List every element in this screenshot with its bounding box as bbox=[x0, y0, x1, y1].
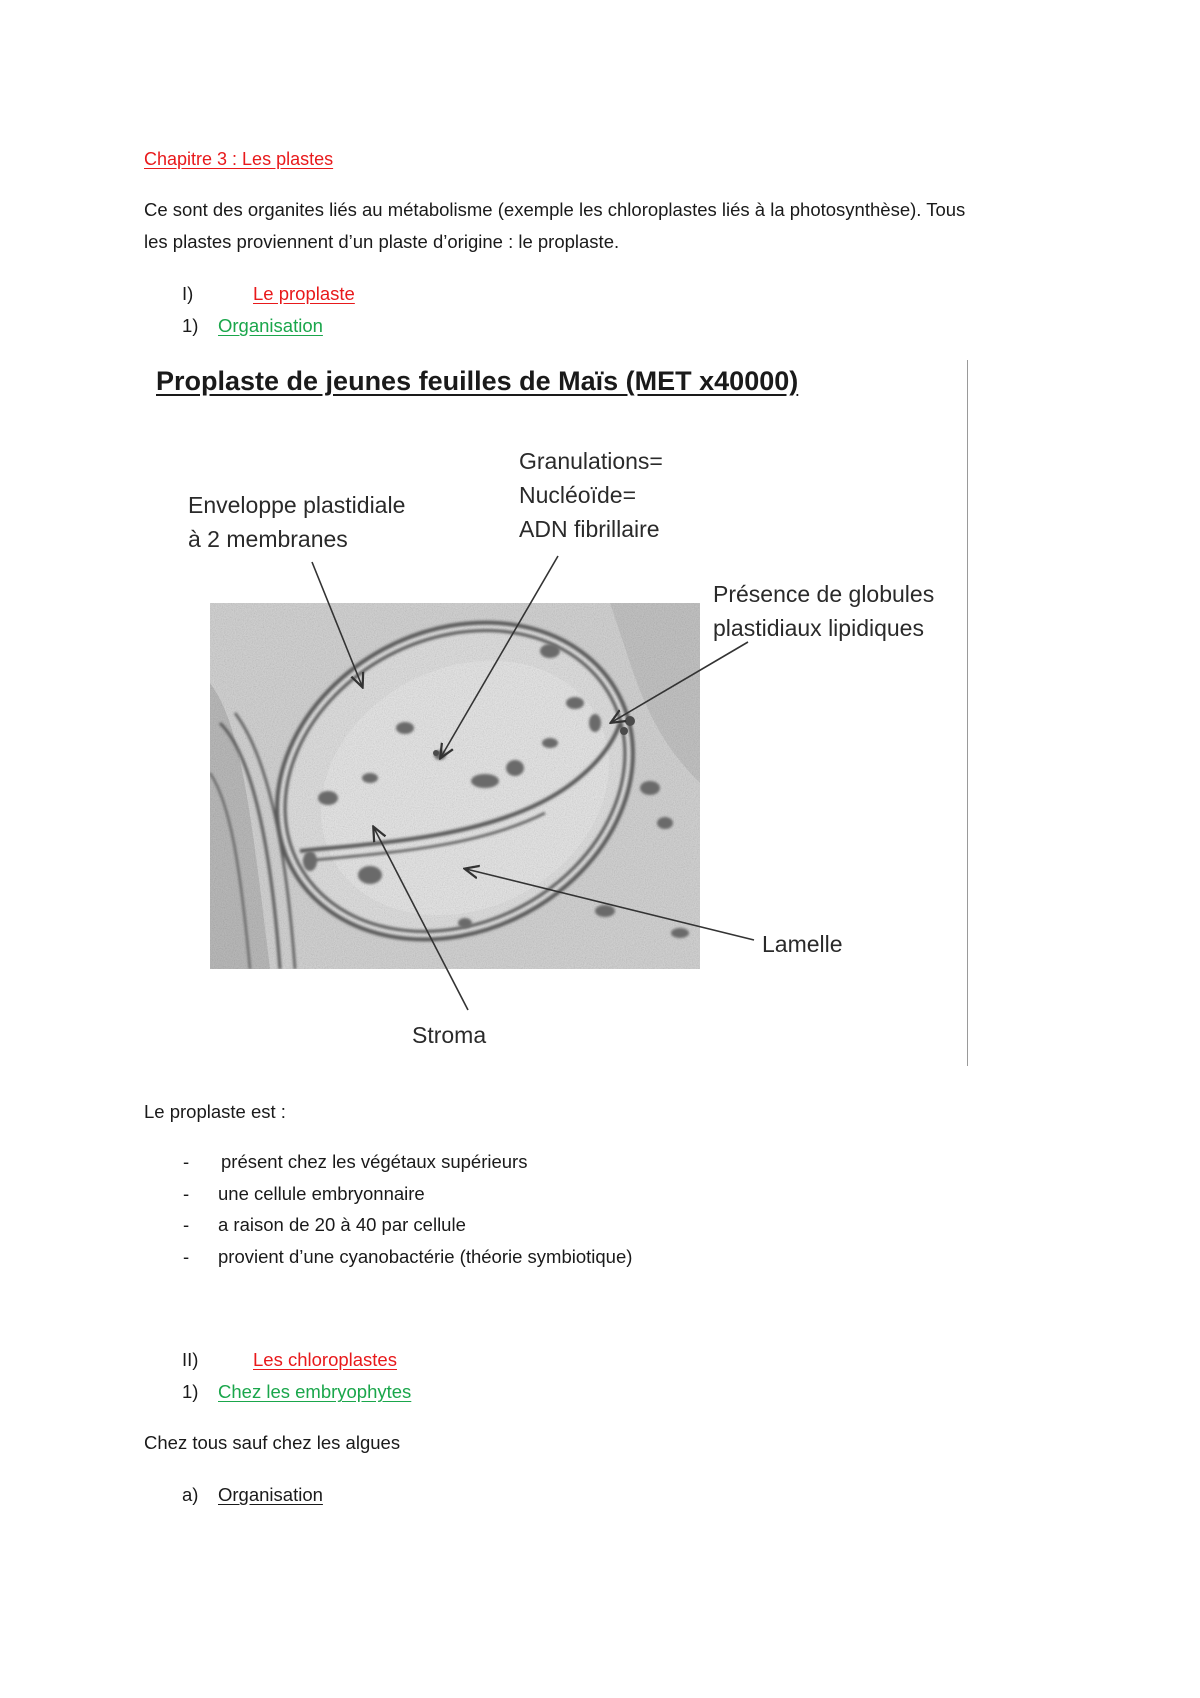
bullet-marker-4: - bbox=[183, 1246, 190, 1267]
bullet-marker-1: - bbox=[183, 1151, 190, 1172]
arrow-lamelle bbox=[466, 869, 754, 940]
bullet-item-4: provient d’une cyanobactérie (théorie symbiotique) bbox=[218, 1246, 633, 1267]
intro-line-1: Ce sont des organites liés au métabolisme (exemple les chloroplastes liés à la photosynthèse). Tous bbox=[144, 199, 966, 220]
label-lamelle: Lamelle bbox=[762, 931, 843, 957]
section-2-title: Les chloroplastes bbox=[253, 1349, 397, 1370]
sub-2a-number: a) bbox=[182, 1484, 199, 1505]
section-2-number: II) bbox=[182, 1349, 199, 1370]
intro-line-2: les plastes proviennent d’un plaste d’origine : le proplaste. bbox=[144, 231, 620, 252]
figure-title: Proplaste de jeunes feuilles de Maïs (MET x40000) bbox=[156, 366, 799, 396]
label-enveloppe-line-2: à 2 membranes bbox=[188, 526, 348, 552]
chez-tous-text: Chez tous sauf chez les algues bbox=[144, 1432, 401, 1453]
label-globules-line-1: Présence de globules bbox=[713, 581, 935, 607]
label-granulations-line-2: Nucléoïde= bbox=[519, 482, 636, 508]
bullet-item-1: présent chez les végétaux supérieurs bbox=[221, 1151, 528, 1172]
bullet-item-3: a raison de 20 à 40 par cellule bbox=[218, 1214, 466, 1235]
arrow-globules bbox=[612, 642, 748, 722]
sub-1-number: 1) bbox=[182, 315, 199, 336]
chapter-title: Chapitre 3 : Les plastes bbox=[144, 149, 334, 169]
label-enveloppe-line-1: Enveloppe plastidiale bbox=[188, 492, 406, 518]
bullet-marker-3: - bbox=[183, 1214, 190, 1235]
arrow-stroma bbox=[374, 828, 468, 1010]
sub-1-title: Organisation bbox=[218, 315, 323, 336]
bullet-item-2: une cellule embryonnaire bbox=[218, 1183, 425, 1204]
section-1-title: Le proplaste bbox=[253, 283, 355, 304]
sub-2a-title: Organisation bbox=[218, 1484, 323, 1505]
proplaste-est-heading: Le proplaste est : bbox=[144, 1101, 286, 1122]
arrow-granulations bbox=[441, 556, 558, 757]
sub-2-number: 1) bbox=[182, 1381, 199, 1402]
arrow-enveloppe bbox=[312, 562, 362, 686]
section-1-number: I) bbox=[182, 283, 194, 304]
label-globules-line-2: plastidiaux lipidiques bbox=[713, 615, 924, 641]
label-granulations-line-1: Granulations= bbox=[519, 448, 663, 474]
label-granulations-line-3: ADN fibrillaire bbox=[519, 516, 660, 542]
sub-2-title: Chez les embryophytes bbox=[218, 1381, 412, 1402]
label-stroma: Stroma bbox=[412, 1022, 487, 1048]
bullet-marker-2: - bbox=[183, 1183, 190, 1204]
